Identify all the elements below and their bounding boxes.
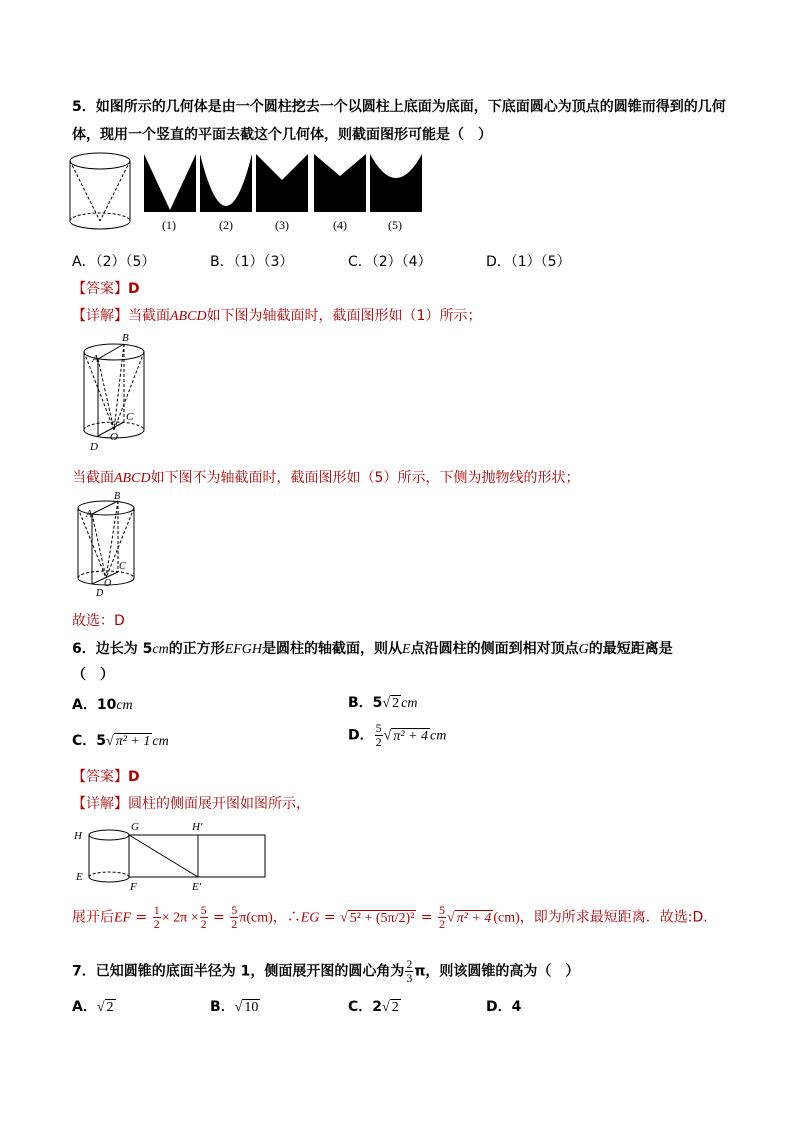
shape-label-1: (1) bbox=[162, 218, 176, 232]
q5-nonaxial-section-figure bbox=[72, 490, 144, 600]
fig3-label-h: H bbox=[74, 830, 82, 842]
q5-detail-1: 【详解】当截面ABCD如下图为轴截面时，截面图形如（1）所示； bbox=[72, 308, 482, 324]
shape-label-2: (2) bbox=[219, 218, 233, 232]
q5-option-a: A．（2）（5） bbox=[72, 254, 156, 270]
fig2-label-c: C bbox=[119, 561, 126, 572]
fig3-label-h-prime: H′ bbox=[192, 821, 203, 833]
q6-stem-line2: （ ） bbox=[72, 667, 114, 683]
q6-unroll-figure bbox=[72, 818, 272, 890]
q6-option-a: A．10cm bbox=[72, 697, 133, 713]
shape-label-5: (5) bbox=[388, 218, 402, 232]
shape-label-3: (3) bbox=[275, 218, 289, 232]
q7-stem: 7．已知圆锥的底面半径为 1，侧面展开图的圆心角为 $\frac{2}{3}$ π，则该圆锥的高为（ ） bbox=[72, 957, 580, 985]
fig2-label-a: A bbox=[86, 509, 93, 520]
fig1-label-a: A bbox=[92, 353, 99, 365]
fig2-label-b: B bbox=[114, 491, 121, 502]
fig3-label-e: E bbox=[76, 871, 83, 883]
q5-answer: 【答案】D bbox=[72, 281, 140, 297]
section-shape-4 bbox=[314, 154, 366, 212]
q5-cylinder-figure bbox=[66, 150, 138, 236]
section-shape-5 bbox=[370, 154, 422, 212]
section-shape-3 bbox=[256, 154, 308, 212]
section-shape-1 bbox=[144, 154, 196, 212]
q6-detail: 【详解】圆柱的侧面展开图如图所示， bbox=[72, 796, 310, 812]
fig3-label-e-prime: E′ bbox=[192, 881, 202, 890]
section-shape-2 bbox=[200, 154, 252, 212]
q7-option-b: B．√ 10 bbox=[210, 999, 259, 1015]
fig1-label-d: D bbox=[90, 441, 98, 453]
q5-detail-2: 当截面ABCD如下图不为轴截面时，截面图形如（5）所示，下侧为抛物线的形状； bbox=[72, 470, 580, 486]
q6-option-b: B．5√ 2 cm bbox=[348, 695, 418, 711]
q7-option-d: D．4 bbox=[486, 999, 522, 1015]
fig1-label-c: C bbox=[126, 411, 134, 423]
q5-axial-section-figure bbox=[76, 330, 152, 456]
q6-option-d: D． $\frac{5}{2}$ √ π² + 4 cm bbox=[348, 721, 447, 749]
q7-option-a: A．√ 2 bbox=[72, 999, 114, 1015]
q6-option-c: C．5√ π² + 1 cm bbox=[72, 733, 169, 749]
q6-stem-line1: 6．边长为 5cm的正方形EFGH是圆柱的轴截面，则从E点沿圆柱的侧面到相对顶点G的最短距离是 bbox=[72, 641, 673, 657]
q5-choose: 故选：D bbox=[72, 613, 125, 629]
q6-answer: 【答案】D bbox=[72, 769, 140, 785]
fig2-label-o: O bbox=[104, 578, 112, 589]
fig1-label-b: B bbox=[122, 332, 129, 344]
q5-option-d: D．（1）（5） bbox=[486, 254, 571, 270]
q7-option-c: C．2√ 2 bbox=[348, 999, 399, 1015]
q5-stem-line1: 5．如图所示的几何体是由一个圆柱挖去一个以圆柱上底面为底面，下底面圆心为顶点的圆锥而得到的几何 bbox=[72, 99, 726, 115]
q5-option-b: B．（1）（3） bbox=[210, 254, 294, 270]
q5-option-c: C．（2）（4） bbox=[348, 254, 432, 270]
shape-label-4: (4) bbox=[333, 218, 347, 232]
fig3-label-f: F bbox=[130, 881, 137, 890]
fig3-label-g: G bbox=[131, 821, 139, 833]
q5-stem-line2: 体，现用一个竖直的平面去截这个几何体，则截面图形可能是（ ） bbox=[72, 127, 492, 143]
q6-calculation: 展开后EF = $\frac{1}{2}$ × 2π × $\frac{5}{2}$ = $\frac{5}{2}$ π(cm)，∴EG = √ 5² + (5π/2)² = $\frac{5}{2}$ √ π² + 4 (cm)，即为所求最短距离．故选:D. bbox=[72, 903, 708, 931]
fig1-label-o: O bbox=[110, 431, 118, 443]
fig2-label-d: D bbox=[96, 588, 104, 599]
